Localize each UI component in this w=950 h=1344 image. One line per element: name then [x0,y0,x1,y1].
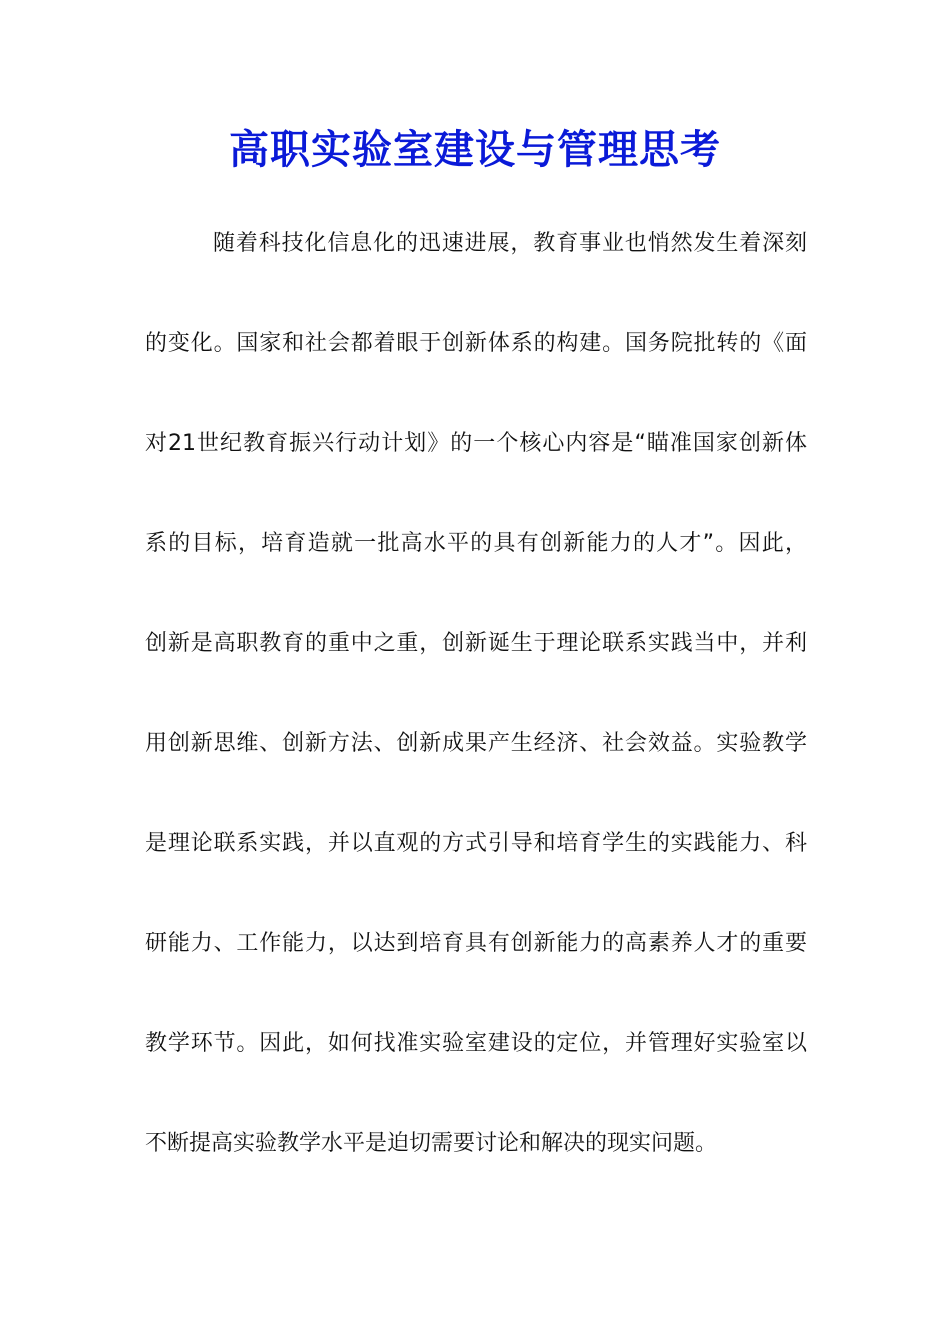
document-title: 高职实验室建设与管理思考 [229,126,721,173]
paragraph-line: 随着科技化信息化的迅速进展，教育事业也悄然发生着深刻 [213,231,807,256]
paragraph-line: 创新是高职教育的重中之重，创新诞生于理论联系实践当中，并利 [145,631,807,656]
paragraph-line: 的变化。国家和社会都着眼于创新体系的构建。国务院批转的《面 [145,331,807,356]
paragraph-line: 系的目标，培育造就一批高水平的具有创新能力的人才”。因此， [145,531,807,556]
paragraph-line: 研能力、工作能力，以达到培育具有创新能力的高素养人才的重要 [145,931,807,956]
body-paragraph [145,218,807,1218]
paragraph-line: 教学环节。因此，如何找准实验室建设的定位，并管理好实验室以 [145,1031,807,1056]
paragraph-line: 对21世纪教育振兴行动计划》的一个核心内容是“瞄准国家创新体 [145,431,807,456]
paragraph-line: 是理论联系实践，并以直观的方式引导和培育学生的实践能力、科 [145,831,807,856]
paragraph-line: 用创新思维、创新方法、创新成果产生经济、社会效益。实验教学 [145,731,807,756]
paragraph-line: 不断提高实验教学水平是迫切需要讨论和解决的现实问题。 [145,1131,718,1156]
